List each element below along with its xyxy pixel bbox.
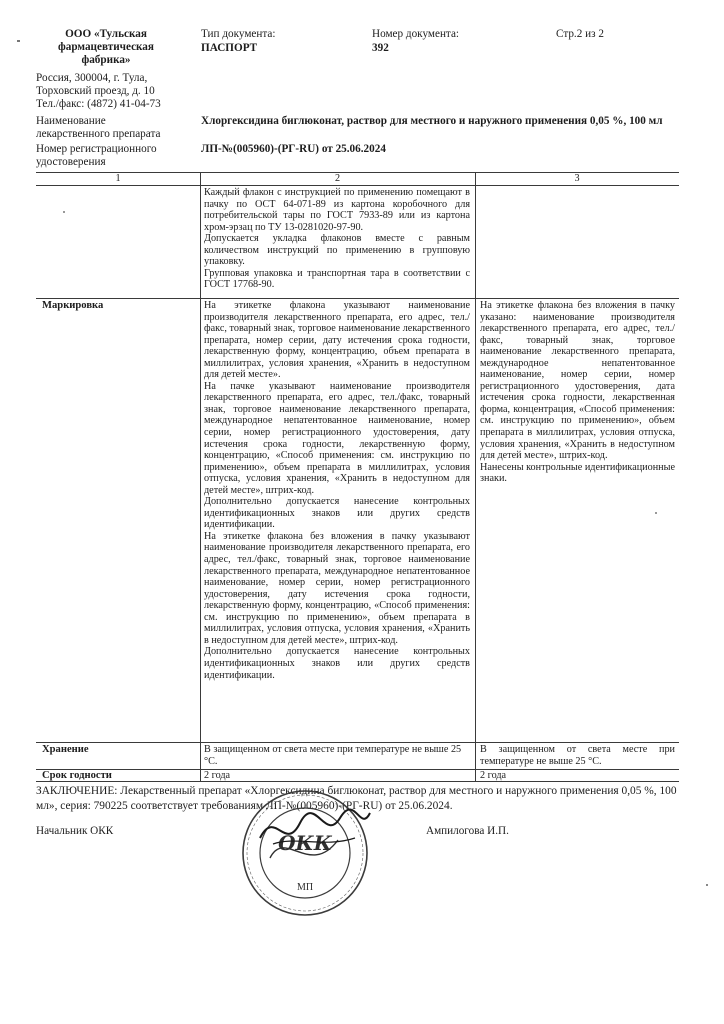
- paragraph: На этикетке флакона без вложения в пачку указано: наименование производителя лекарственного препарата, его адрес, тел./факс, товарный знак, торговое наименование лекарственного препарата, международное непатентованное наименование, номер серии, номер регистрационного удостоверения, дата истечения срока годности, лекарственная форма, концентрация, «Способ применения: см. инструкцию по применению», объем препарата в миллилитрах, условия отпуска, условия хранения, «Хранить в недоступном для детей месте», штрих-код.: [480, 300, 675, 462]
- column-number: 1: [115, 173, 121, 184]
- product-name-value: Хлоргексидина биглюконат, раствор для местного и наружного применения 0,05 %, 100 мл: [201, 115, 663, 127]
- svg-text:ОКК: ОКК: [278, 831, 332, 855]
- reg-number-label: [36, 143, 201, 169]
- paragraph: Допускается укладка флаконов вместе с равным количеством инструкций по применению в групповую упаковку.: [204, 233, 470, 268]
- storage-label: Хранение: [42, 744, 89, 755]
- table-rule: [36, 298, 679, 299]
- paragraph: Каждый флакон с инструкцией по применению помещают в пачку по ОСТ 64-071-89 из картона коробочного для потребительской тары по ГОСТ 7933-89 или из картона хром-эрзац по ТУ 13-0281020-97-90.: [204, 187, 470, 233]
- shelf-life-col2: 2 года: [204, 770, 231, 781]
- reg-number-value: ЛП-№(005960)-(РГ-RU) от 25.06.2024: [201, 143, 386, 155]
- marking-col2: [204, 300, 470, 681]
- marking-col3: [480, 300, 675, 485]
- scan-speck: [706, 884, 708, 886]
- label-line: лекарственного препарата: [36, 128, 161, 140]
- product-name-label: [36, 115, 201, 141]
- storage-col3: В защищенном от света месте при температуре не выше 25 °С.: [480, 744, 675, 767]
- handwritten-signature-icon: [255, 798, 375, 858]
- paragraph: Групповая упаковка и транспортная тара в соответствии с ГОСТ 17768-90.: [204, 267, 470, 291]
- doc-type-value: ПАСПОРТ: [201, 42, 258, 54]
- shelf-life-col3: 2 года: [480, 770, 507, 781]
- page-number: Стр.2 из 2: [556, 28, 604, 40]
- company-line: ООО «Тульская: [65, 28, 147, 40]
- paragraph: На пачке указывают наименование производителя лекарственного препарата, его адрес, тел./факс, товарный знак, торговое наименование лекарственного препарата, международное непатентованное наименование, номер серии, номер регистрационного удостоверения, дату истечения срока годности, лекарственную форму, концентрацию, «Способ применения: см. инструкцию по применению», объем препарата в миллилитрах, условия отпуска, условия хранения, «Хранить в недоступном для детей месте», штрих-код.: [204, 380, 470, 496]
- scan-speck: [17, 40, 20, 42]
- table-col-divider: [200, 172, 201, 781]
- address-line: Тел./факс: (4872) 41-04-73: [36, 98, 161, 110]
- address-line: Торховский проезд, д. 10: [36, 85, 155, 97]
- company-name: [36, 28, 176, 67]
- scan-speck: [655, 512, 657, 514]
- company-address: [36, 72, 186, 111]
- label-line: удостоверения: [36, 156, 106, 168]
- doc-number-value: 392: [372, 42, 389, 54]
- marking-label: Маркировка: [42, 300, 104, 311]
- label-line: Номер регистрационного: [36, 143, 157, 155]
- paragraph: На этикетке флакона указывают наименование производителя лекарственного препарата, его адрес, тел./факс, товарный знак, торговое наименование лекарственного препарата, номер серии, дату истечения срока годности, лекарственную форму, концентрацию, объем препарата в миллилитрах, условия хранения, «Хранить в недоступном для детей месте».: [204, 300, 470, 381]
- column-number: 2: [334, 173, 341, 184]
- company-line: фармацевтическая: [58, 41, 154, 53]
- paragraph: На этикетке флакона без вложения в пачку указывают наименование производителя лекарственного препарата, его адрес, тел./факс, товарный знак, торговое наименование лекарственного препарата, международное непатентованное наименование, номер серии, номер регистрационного удостоверения, дату истечения срока годности, лекарственную форму, концентрацию, «Способ применения: см. инструкцию по применению», объем препарата в миллилитрах, условия отпуска, условия хранения, «Хранить в недоступном для детей месте», штрих-код.: [204, 530, 470, 646]
- doc-type-label: Тип документа:: [201, 28, 276, 40]
- table-rule: [36, 185, 679, 186]
- scan-speck: [63, 211, 65, 213]
- paragraph: Дополнительно допускается нанесение контрольных идентификационных знаков или других средств идентификации.: [204, 496, 470, 531]
- signatory-name: Ампилогова И.П.: [426, 825, 509, 837]
- label-line: Наименование: [36, 115, 106, 127]
- paragraph: Дополнительно допускается нанесение контрольных идентификационных знаков или других средств идентификации.: [204, 646, 470, 681]
- conclusion-text: ЗАКЛЮЧЕНИЕ: Лекарственный препарат «Хлоргексидина биглюконат, раствор для местного и наружного применения 0,05 %, 100 мл», серия: 790225 соответствует требованиям ЛП-№(005960)-(РГ-RU) от 25.06.2024.: [36, 785, 677, 812]
- table-col-divider: [475, 172, 476, 781]
- stamp-mark: МП: [296, 882, 314, 893]
- paragraph: Нанесены контрольные идентификационные знаки.: [480, 461, 675, 485]
- address-line: Россия, 300004, г. Тула,: [36, 72, 148, 84]
- signatory-position: Начальник ОКК: [36, 825, 114, 837]
- shelf-life-label: Срок годности: [42, 770, 112, 781]
- table-rule: [36, 742, 679, 743]
- column-number: 3: [574, 173, 580, 184]
- storage-col2: В защищенном от света месте при температуре не выше 25 °С.: [204, 744, 462, 767]
- doc-number-label: Номер документа:: [372, 28, 460, 40]
- packaging-text: [204, 187, 470, 291]
- company-line: фабрика»: [81, 54, 131, 66]
